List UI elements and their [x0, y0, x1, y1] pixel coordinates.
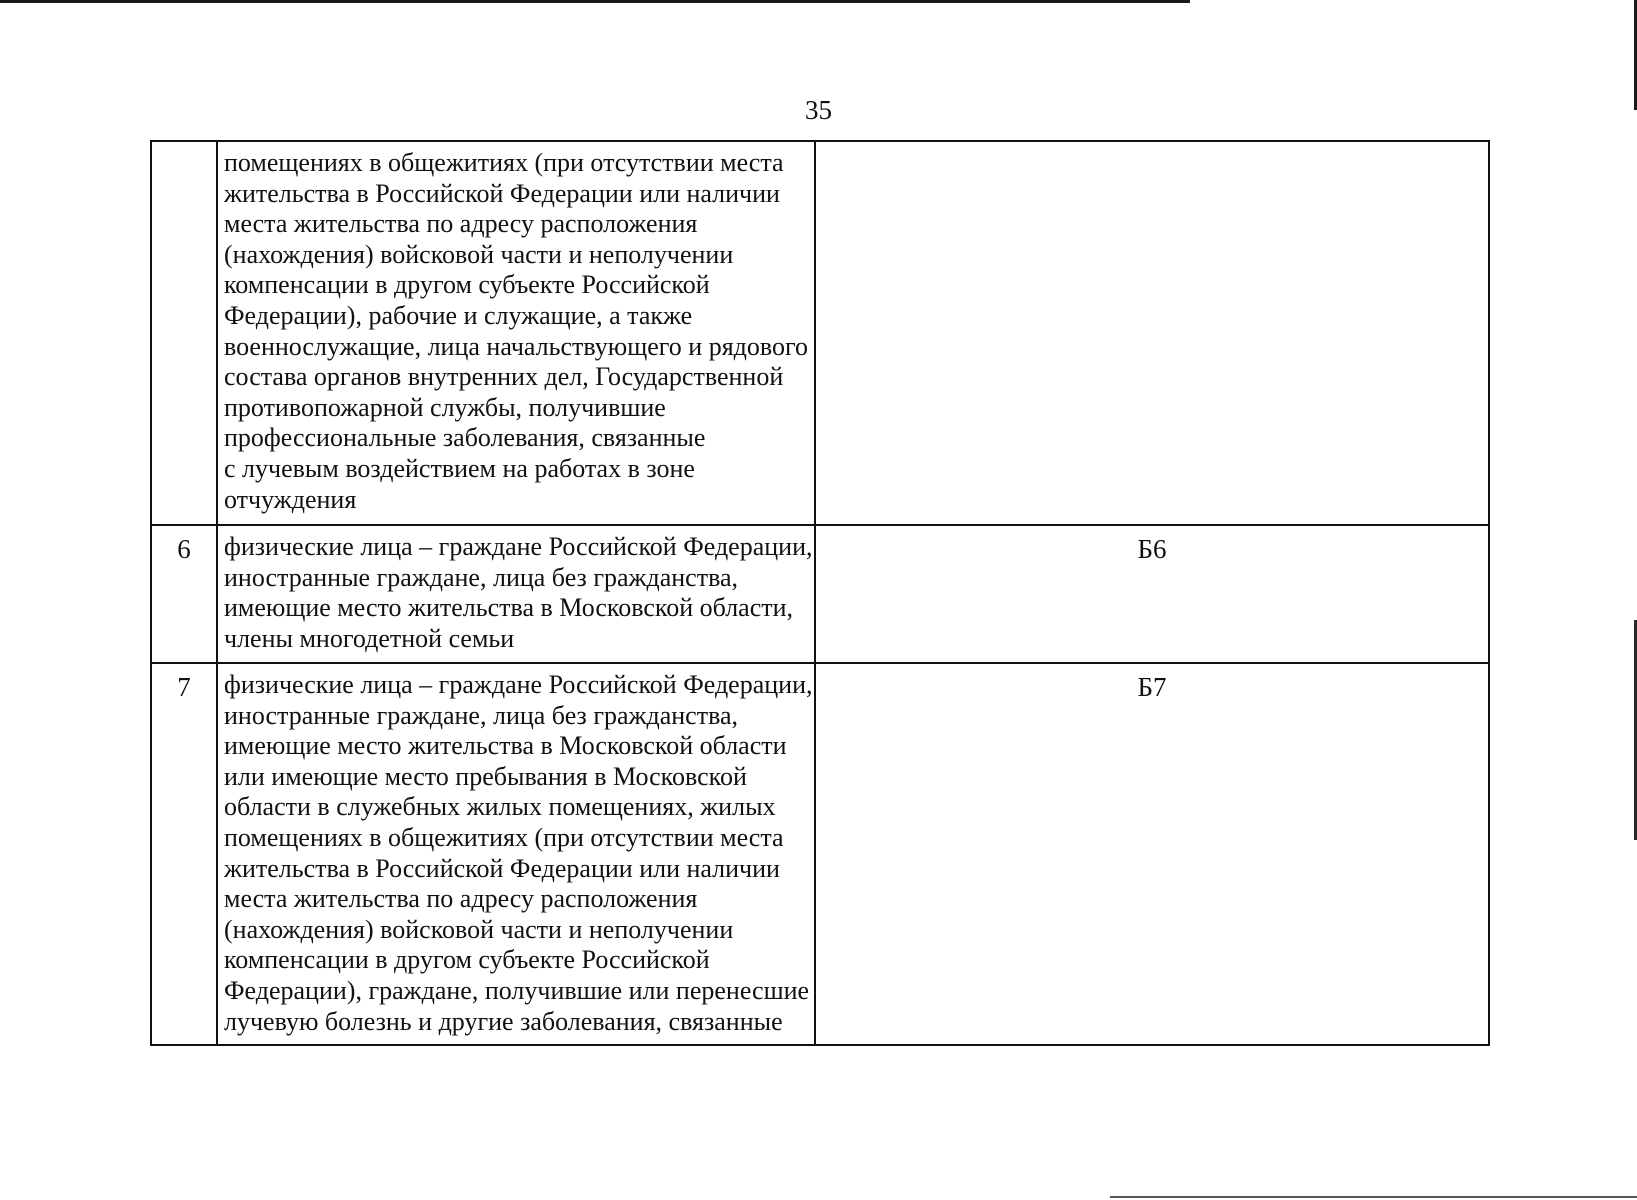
scan-edge-top: [0, 0, 1190, 3]
row-description-cell: [217, 141, 815, 525]
row-code-cell: [815, 141, 1489, 525]
description-line: лучевую болезнь и другие заболевания, связанные: [224, 1006, 783, 1036]
document-table: [150, 140, 1490, 1046]
row-code-cell: Б7: [815, 663, 1489, 1045]
description-line: области в служебных жилых помещениях, жилых: [224, 792, 776, 822]
description-line: места жительства по адресу расположения: [224, 209, 698, 239]
description-line: компенсации в другом субъекте Российской: [224, 945, 710, 975]
row-number-cell: [151, 141, 217, 525]
description-line: или имеющие место пребывания в Московской: [224, 761, 747, 791]
description-line: жительства в Российской Федерации или наличии: [224, 178, 780, 208]
row-number-cell: 6: [151, 525, 217, 663]
description-line: с лучевым воздействием на работах в зоне: [224, 453, 695, 483]
description-line: противопожарной службы, получившие: [224, 392, 666, 422]
description-line: помещениях в общежитиях (при отсутствии места: [224, 148, 784, 177]
row-code-cell: Б6: [815, 525, 1489, 663]
table-row: [151, 663, 1489, 1045]
description-line: состава органов внутренних дел, Государственной: [224, 362, 784, 392]
description-line: имеющие место жительства в Московской области: [224, 731, 787, 761]
page-number: 35: [805, 95, 832, 125]
row-description-cell: [217, 525, 815, 663]
description-line: Федерации), рабочие и служащие, а также: [224, 300, 693, 330]
row-description-cell: [217, 663, 815, 1045]
description-line: профессиональные заболевания, связанные: [224, 423, 706, 453]
description-line: места жительства по адресу расположения: [224, 884, 698, 914]
description-line: Федерации), граждане, получившие или перенесшие: [224, 975, 810, 1005]
table-row: [151, 525, 1489, 663]
table-row: [151, 141, 1489, 525]
description-line: физические лица – граждане Российской Федерации,: [224, 670, 813, 699]
description-line: жительства в Российской Федерации или наличии: [224, 853, 780, 883]
description-line: иностранные граждане, лица без гражданства,: [224, 562, 739, 592]
description-line: иностранные граждане, лица без гражданства,: [224, 700, 739, 730]
description-line: имеющие место жительства в Московской области,: [224, 593, 794, 623]
description-line: члены многодетной семьи: [224, 623, 515, 653]
description-line: военнослужащие, лица начальствующего и рядового: [224, 331, 809, 361]
description-line: физические лица – граждане Российской Федерации,: [224, 532, 813, 561]
description-line: компенсации в другом субъекте Российской: [224, 270, 710, 300]
description-line: отчуждения: [224, 484, 357, 514]
description-line: помещениях в общежитиях (при отсутствии места: [224, 822, 784, 852]
description-line: (нахождения) войсковой части и неполучении: [224, 239, 734, 269]
row-number-cell: 7: [151, 663, 217, 1045]
description-line: (нахождения) войсковой части и неполучении: [224, 914, 734, 944]
scan-edge-bottom: [1110, 1196, 1637, 1198]
